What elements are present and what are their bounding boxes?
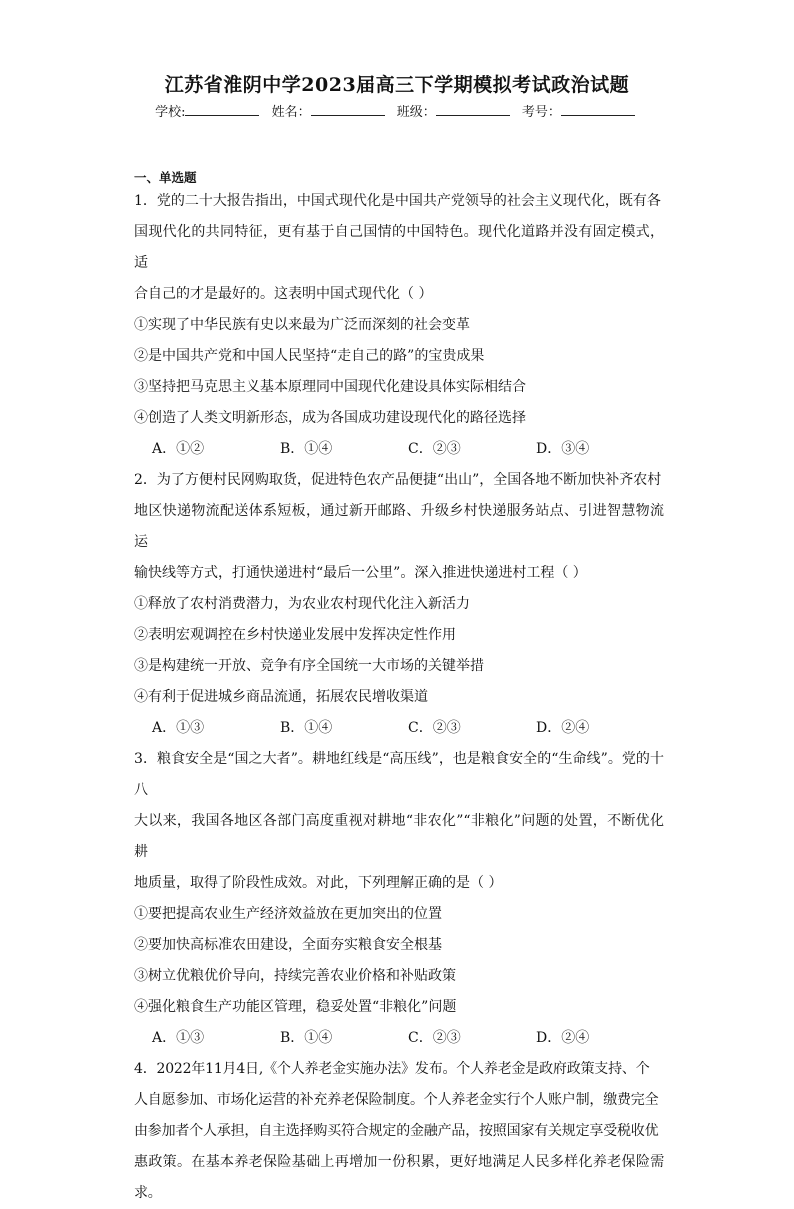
choice-d[interactable]: D．③④ — [536, 441, 590, 457]
question-1 — [134, 186, 664, 465]
choice-b[interactable]: B．①④ — [280, 441, 333, 457]
question-stem-line: 4．2022年11月4日,《个人养老金实施办法》发布。个人养老金是政府政策支持、个 — [134, 1061, 650, 1077]
question-stem-line: 1．党的二十大报告指出，中国式现代化是中国共产党领导的社会主义现代化，既有各 — [134, 193, 661, 209]
school-field[interactable] — [155, 101, 263, 120]
name-blank[interactable] — [311, 103, 385, 116]
question-stem-line: 人自愿参加、市场化运营的补充养老保险制度。个人养老金实行个人账户制，缴费完全 — [134, 1092, 659, 1108]
question-stem-line: 地区快递物流配送体系短板，通过新开邮路、升级乡村快递服务站点、引进智慧物流运 — [134, 503, 664, 550]
statement-option: ③树立优粮优价导向，持续完善农业价格和补贴政策 — [134, 968, 456, 984]
answer-choices — [134, 434, 664, 465]
answer-choices — [134, 1023, 664, 1054]
statement-option: ④创造了人类文明新形态，成为各国成功建设现代化的路径选择 — [134, 410, 526, 426]
question-stem-line: 由参加者个人承担，自主选择购买符合规定的金融产品，按照国家有关规定享受税收优 — [134, 1123, 659, 1139]
statement-option: ③是构建统一开放、竞争有序全国统一大市场的关键举措 — [134, 658, 484, 674]
question-stem-line: 大以来，我国各地区各部门高度重视对耕地“非农化”“非粮化”问题的处置，不断优化耕 — [134, 813, 664, 860]
statement-option: ②是中国共产党和中国人民坚持“走自己的路”的宝贵成果 — [134, 348, 485, 364]
question-stem-line: 合自己的才是最好的。这表明中国式现代化（ ） — [134, 286, 433, 302]
answer-choices — [134, 713, 664, 744]
question-stem-line: 惠政策。在基本养老保险基础上再增加一份积累，更好地满足人民多样化养老保险需求。 — [134, 1154, 664, 1201]
exam-number-label: 考号： — [521, 105, 561, 120]
page-title: 江苏省淮阴中学2023届高三下学期模拟考试政治试题 — [164, 74, 630, 96]
choice-a[interactable]: A．①③ — [152, 1030, 205, 1046]
choice-c[interactable]: C．②③ — [408, 720, 461, 736]
question-3 — [134, 744, 664, 1054]
student-info-row — [0, 101, 794, 120]
question-4 — [134, 1054, 664, 1209]
question-2 — [134, 465, 664, 744]
name-field[interactable] — [272, 101, 389, 120]
school-blank[interactable] — [185, 103, 259, 116]
exam-number-blank[interactable] — [561, 103, 635, 116]
name-label: 姓名： — [271, 105, 311, 120]
class-label: 班级： — [396, 105, 436, 120]
statement-option: ③坚持把马克思主义基本原理同中国现代化建设具体实际相结合 — [134, 379, 526, 395]
choice-b[interactable]: B．①④ — [280, 1030, 333, 1046]
choice-d[interactable]: D．②④ — [536, 1030, 590, 1046]
class-blank[interactable] — [436, 103, 510, 116]
class-field[interactable] — [397, 101, 514, 120]
choice-a[interactable]: A．①② — [152, 441, 205, 457]
school-label: 学校: — [155, 105, 186, 120]
statement-option: ①实现了中华民族有史以来最为广泛而深刻的社会变革 — [134, 317, 470, 333]
statement-option: ②要加快高标准农田建设，全面夯实粮食安全根基 — [134, 937, 442, 953]
questions-body — [134, 186, 664, 1209]
exam-number-field[interactable] — [522, 101, 639, 120]
statement-option: ①释放了农村消费潜力，为农业农村现代化注入新活力 — [134, 596, 470, 612]
question-stem-line: 输快线等方式，打通快递进村“最后一公里”。深入推进快递进村工程（ ） — [134, 565, 587, 581]
choice-d[interactable]: D．②④ — [536, 720, 590, 736]
statement-option: ①要把提高农业生产经济效益放在更加突出的位置 — [134, 906, 442, 922]
choice-b[interactable]: B．①④ — [280, 720, 333, 736]
statement-option: ④有利于促进城乡商品流通，拓展农民增收渠道 — [134, 689, 428, 705]
choice-c[interactable]: C．②③ — [408, 441, 461, 457]
statement-option: ②表明宏观调控在乡村快递业发展中发挥决定性作用 — [134, 627, 456, 643]
section-heading: 一、单选题 — [134, 170, 197, 185]
question-stem-line: 2．为了方便村民网购取货，促进特色农产品便捷“出山”，全国各地不断加快补齐农村 — [134, 472, 662, 488]
choice-c[interactable]: C．②③ — [408, 1030, 461, 1046]
question-stem-line: 国现代化的共同特征，更有基于自己国情的中国特色。现代化道路并没有固定模式，适 — [134, 224, 664, 271]
choice-a[interactable]: A．①③ — [152, 720, 205, 736]
question-stem-line: 3．粮食安全是“国之大者”。耕地红线是“高压线”，也是粮食安全的“生命线”。党的十八 — [134, 751, 664, 798]
statement-option: ④强化粮食生产功能区管理，稳妥处置“非粮化”问题 — [134, 999, 457, 1015]
question-stem-line: 地质量，取得了阶段性成效。对此，下列理解正确的是（ ） — [134, 875, 503, 891]
